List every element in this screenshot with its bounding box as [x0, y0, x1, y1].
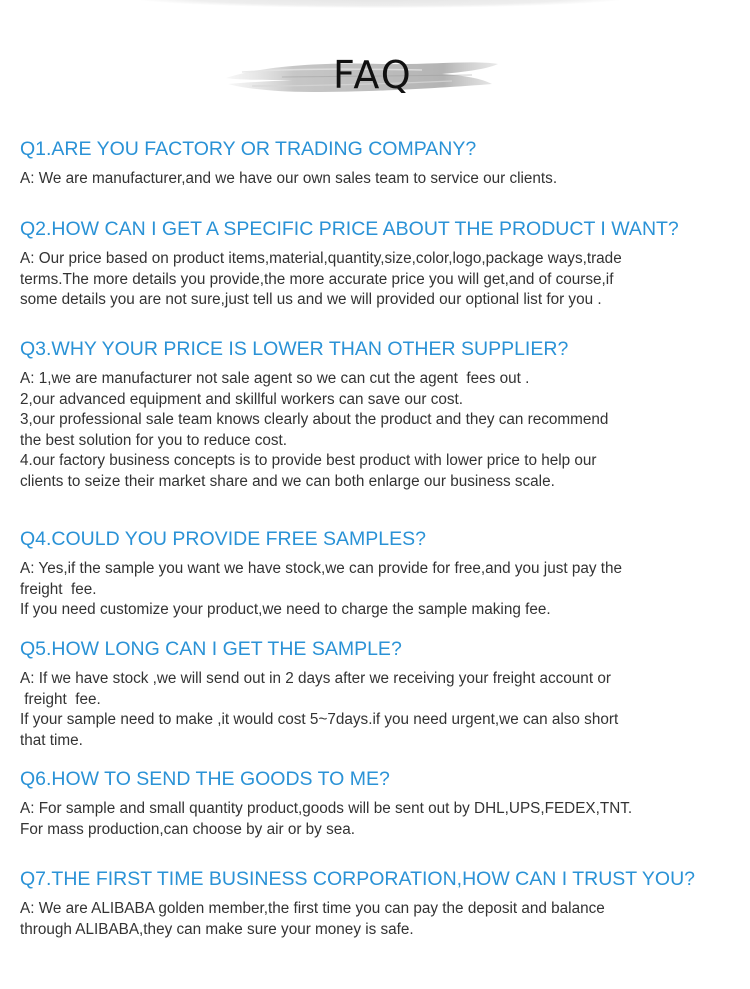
answer-line: that time. [20, 731, 83, 749]
answer-line: freight fee. [20, 690, 101, 708]
faq-question: Q6.HOW TO SEND THE GOODS TO ME? [20, 768, 390, 790]
answer-line: A: 1,we are manufacturer not sale agent so we can cut the agent fees out . [20, 370, 530, 387]
faq-question: Q3.WHY YOUR PRICE IS LOWER THAN OTHER SUPPLIER? [20, 338, 569, 360]
answer-line: the best solution for you to reduce cost. [20, 431, 288, 449]
answer-line: 4.our factory business concepts is to provide best product with lower price to help our [20, 452, 597, 469]
answer-line: clients to seize their market share and we can both enlarge our business scale. [20, 472, 555, 490]
faq-item-6 [20, 767, 735, 840]
faq-answer [20, 669, 735, 751]
faq-header [0, 40, 750, 110]
answer-line: through ALIBABA,they can make sure your money is safe. [20, 920, 414, 938]
faq-item-3 [20, 337, 735, 492]
faq-answer [20, 559, 735, 621]
faq-item-2 [20, 217, 735, 311]
faq-question: Q4.COULD YOU PROVIDE FREE SAMPLES? [20, 528, 427, 550]
answer-line: For mass production,can choose by air or by sea. [20, 820, 355, 838]
faq-answer [20, 249, 735, 311]
faq-answer [20, 369, 735, 492]
page-title: FAQ [333, 53, 413, 97]
answer-line: terms.The more details you provide,the more accurate price you will get,and of course,if [20, 270, 614, 288]
answer-line: some details you are not sure,just tell us and we will provided our optional list for you . [20, 291, 602, 308]
faq-item-7 [20, 867, 735, 940]
answer-line: 3,our professional sale team knows clearly about the product and they can recommend [20, 411, 609, 428]
answer-line: A: Yes,if the sample you want we have stock,we can provide for free,and you just pay the [20, 560, 623, 577]
answer-line: A: We are ALIBABA golden member,the first time you can pay the deposit and balance [20, 900, 605, 917]
faq-answer [20, 799, 735, 840]
faq-item-5 [20, 637, 735, 751]
answer-line: A: For sample and small quantity product,goods will be sent out by DHL,UPS,FEDEX,TNT. [20, 800, 633, 817]
answer-line: freight fee. [20, 580, 97, 598]
faq-question: Q1.ARE YOU FACTORY OR TRADING COMPANY? [20, 138, 477, 160]
faq-question: Q5.HOW LONG CAN I GET THE SAMPLE? [20, 638, 402, 660]
faq-question: Q7.THE FIRST TIME BUSINESS CORPORATION,HOW CAN I TRUST YOU? [20, 868, 696, 890]
answer-line: A: Our price based on product items,material,quantity,size,color,logo,package ways,trade [20, 250, 622, 267]
faq-question: Q2.HOW CAN I GET A SPECIFIC PRICE ABOUT THE PRODUCT I WANT? [20, 218, 679, 240]
faq-answer [20, 169, 735, 190]
answer-line: A: If we have stock ,we will send out in 2 days after we receiving your freight account or [20, 670, 611, 687]
faq-item-1 [20, 137, 735, 190]
answer-line: A: We are manufacturer,and we have our own sales team to service our clients. [20, 170, 558, 187]
faq-answer [20, 899, 735, 940]
answer-line: 2,our advanced equipment and skillful workers can save our cost. [20, 390, 463, 408]
answer-line: If your sample need to make ,it would cost 5~7days.if you need urgent,we can also short [20, 711, 619, 728]
faq-item-4 [20, 527, 735, 621]
answer-line: If you need customize your product,we need to charge the sample making fee. [20, 601, 551, 618]
top-decorative-arc [130, 0, 630, 8]
